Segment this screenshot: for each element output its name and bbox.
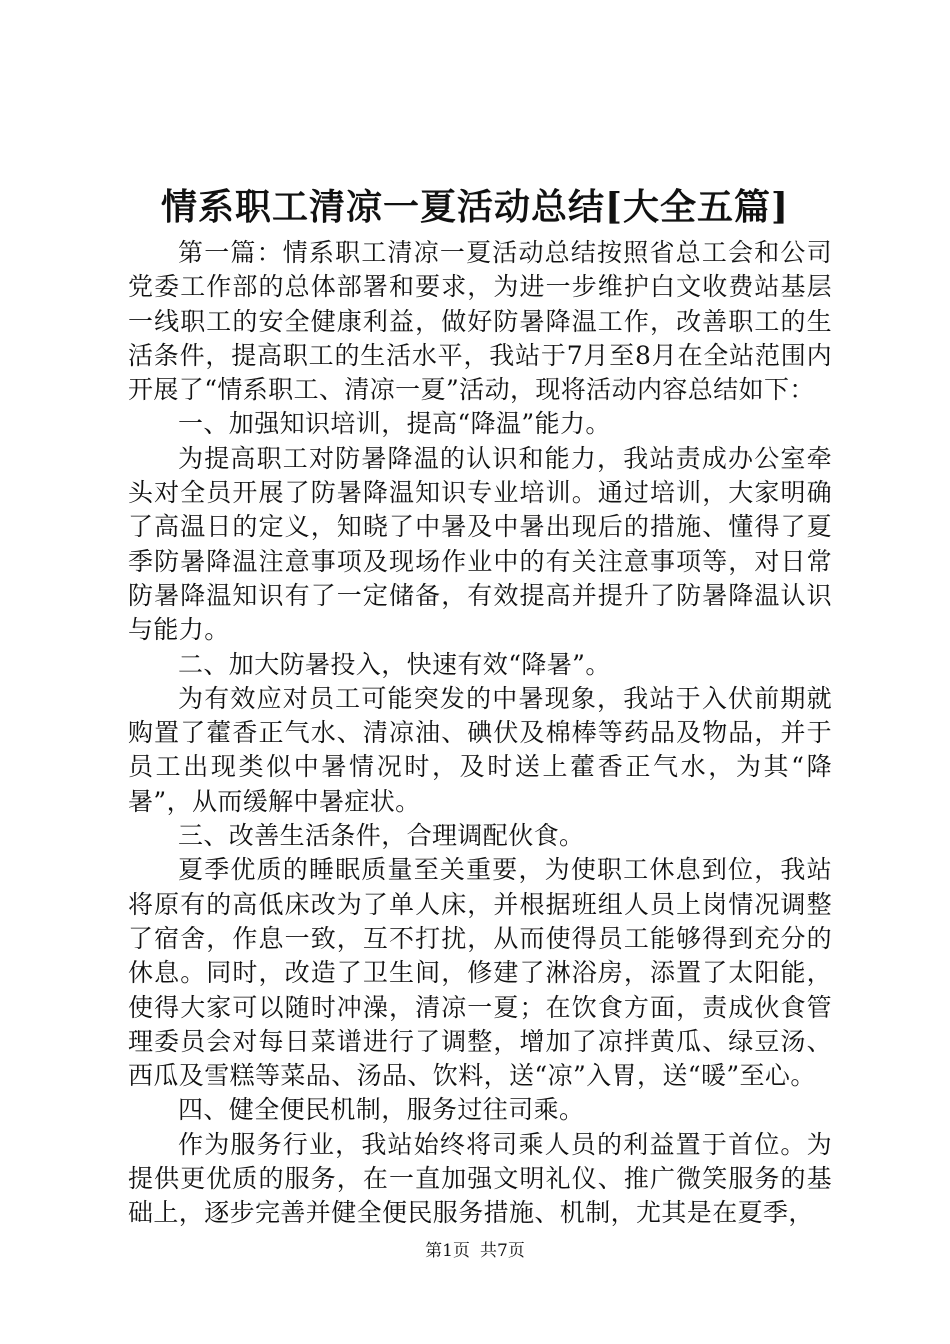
section-heading-1: 一、加强知识培训，提高“降温”能力。	[178, 409, 611, 439]
paragraph-section-2: 为有效应对员工可能突发的中暑现象，我站于入伏前期就购置了藿香正气水、清凉油、碘伏及棉棒等药品及物品，并于员工出现类似中暑情况时，及时送上藿香正气水，为其“降暑”，从而缓解中暑症状。	[128, 683, 832, 816]
document-title: 情系职工清凉一夏活动总结[大全五篇]	[160, 186, 790, 228]
page-total: 共7页	[480, 1241, 525, 1261]
section-heading-4: 四、健全便民机制，服务过往司乘。	[178, 1095, 585, 1125]
paragraph-section-3: 夏季优质的睡眠质量至关重要，为使职工休息到位，我站将原有的高低床改为了单人床，并根据班组人员上岗情况调整了宿舍，作息一致，互不打扰，从而使得员工能够得到充分的休息。同时，改造了卫生间，修建了淋浴房，添置了太阳能，使得大家可以随时冲澡，清凉一夏；在饮食方面，责成伙食管理委员会对每日菜谱进行了调整，增加了凉拌黄瓜、绿豆汤、西瓜及雪糕等菜品、汤品、饮料，送“凉”入胃，送“暖”至心。	[128, 855, 832, 1091]
section-heading-2: 二、加大防暑投入，快速有效“降暑”。	[178, 649, 611, 679]
page-footer	[0, 1240, 950, 1262]
paragraph-section-1: 为提高职工对防暑降温的认识和能力，我站责成办公室牵头对全员开展了防暑降温知识专业培训。通过培训，大家明确了高温日的定义，知晓了中暑及中暑出现后的措施、懂得了夏季防暑降温注意事项及现场作业中的有关注意事项等，对日常防暑降温知识有了一定储备，有效提高并提升了防暑降温认识与能力。	[128, 443, 832, 645]
paragraph-intro: 第一篇：情系职工清凉一夏活动总结按照省总工会和公司党委工作部的总体部署和要求，为进一步维护白文收费站基层一线职工的安全健康利益，做好防暑降温工作，改善职工的生活条件，提高职工的生活水平，我站于7月至8月在全站范围内开展了“情系职工、清凉一夏”活动，现将活动内容总结如下：	[128, 238, 832, 405]
page-number: 第1页	[425, 1241, 470, 1261]
section-heading-3: 三、改善生活条件，合理调配伙食。	[178, 821, 585, 851]
paragraph-section-4: 作为服务行业，我站始终将司乘人员的利益置于首位。为提供更优质的服务，在一直加强文明礼仪、推广微笑服务的基础上，逐步完善并健全便民服务措施、机制，尤其是在夏季，	[128, 1129, 832, 1228]
document-body	[128, 236, 832, 1231]
